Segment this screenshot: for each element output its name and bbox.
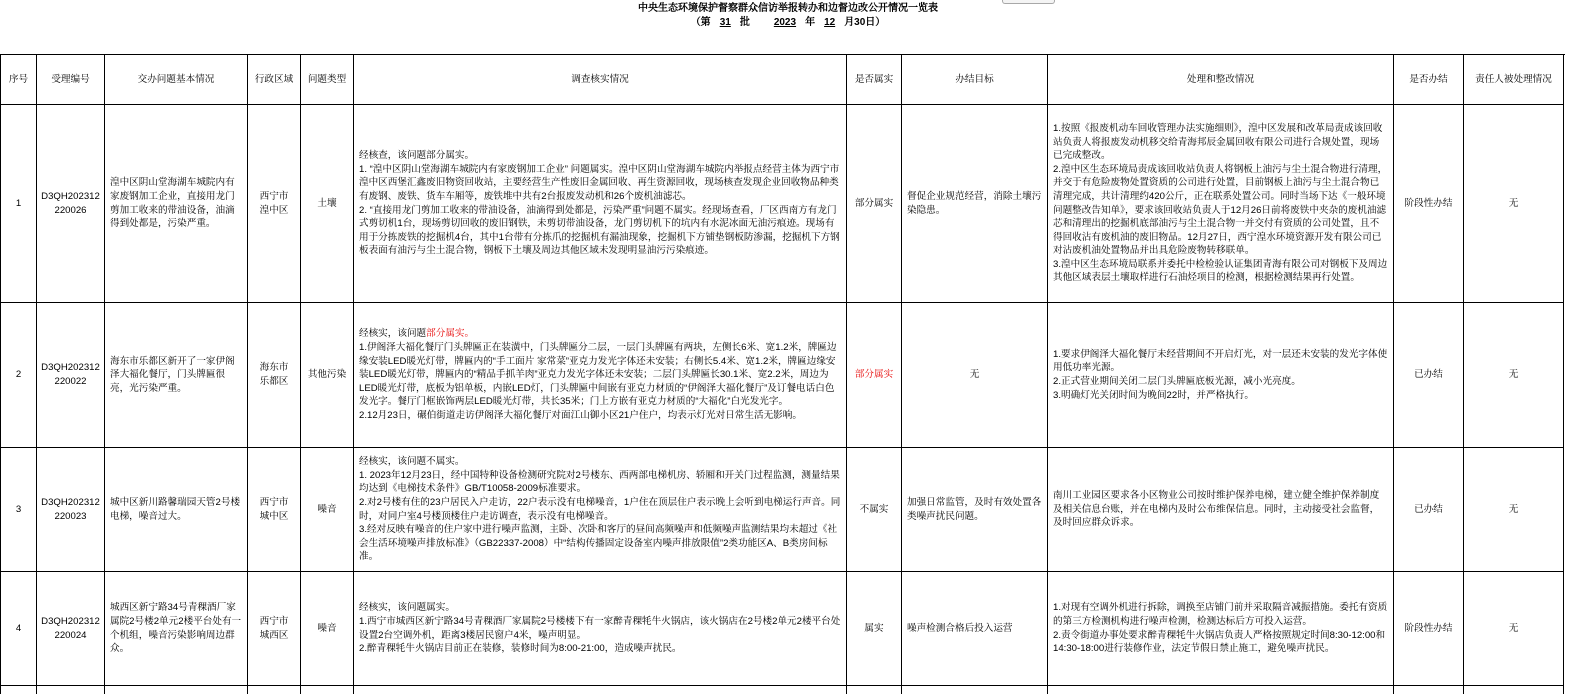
goal-cell: [902, 448, 1048, 572]
goal-cell: [902, 105, 1048, 303]
accountability-cell: [1464, 303, 1564, 448]
empty-cell: [1, 686, 37, 694]
closed-cell: [1394, 105, 1464, 303]
issue-cell: [105, 572, 248, 686]
header-label: 序号: [8, 73, 29, 85]
handling-point: 2.责令街道办事处要求醉青稞牦牛火锅店负责人严格按照规定时间8:30-12:00和14:30-18:00进行装修作业，法定节假日禁止施工，避免噪声扰民。: [1053, 629, 1386, 655]
region-cell: [248, 572, 301, 686]
investigation-point: 2.对2号楼有住的23户居民入户走访，22户表示没有电梯噪音，1户住在顶层住户表示晚上会听到电梯运行声音。同时，对同户室4号楼顶楼住户走访调查，表示没有电梯噪音。: [359, 496, 841, 522]
header-handling: [1048, 55, 1394, 105]
batch-number: 31: [719, 17, 731, 28]
investigation-verdict-line: [359, 601, 841, 615]
header-verified: [847, 55, 902, 105]
type-text: 噪音: [317, 622, 337, 634]
seq-number: 2: [15, 369, 22, 381]
table-row: [1, 303, 1565, 448]
header-seq: [1, 55, 37, 105]
handling-point: 南川工业园区要求各小区物业公司按时维护保养电梯，建立健全维护保养制度及相关信息台账，并在电梯内及时公布维保信息。同时，主动接受社会监督，及时回应群众诉求。: [1053, 490, 1380, 529]
empty-cell: [847, 686, 902, 694]
investigation-point: 2. “直接用龙门剪加工收来的带油设备，油滴得到处都是，污染严重”问题不属实。经现场查看，厂区西南方有龙门式剪切机1台，现场剪切回收的废旧钢铁，未剪切带油设备，龙门剪切机下的坑内有水泥冰面无油污痕迹。现场有用于分拣废铁的挖掘机4台，其中1台带有分拣爪的挖掘机有漏油现象，挖掘机下方铺垫钢板防渗漏，挖掘机下方钢板表面有油污与尘土混合物，钢板下土壤及周边其他区域未发现明显油污污染痕迹。: [359, 204, 840, 257]
year-unit: 年: [805, 17, 816, 28]
verdict-lead: 经核实，该问题: [359, 328, 427, 340]
accountability-cell: [1464, 105, 1564, 303]
subtitle-open: （第: [690, 17, 711, 28]
seq-cell: [1, 572, 37, 686]
verdict-lead: 经核实，该问题: [359, 602, 427, 614]
investigation-point: 1.伊阁泽大福化餐厅门头牌匾正在装潢中，门头牌匾分二层，一层门头牌匾有两块，左侧长6米、宽1.2米，牌匾边缘安装LED暖光灯带，牌匾内的“手工面片 家常菜”亚克力发光字体还未安装；右侧长5.4米、宽1.2米，牌匾边缘安装LED暖光灯带，牌匾内的“精品手抓羊肉”亚克力发光字体还未安装；二层门头牌匾长30.1米、宽2.2米，周边为LED暖光灯带，底板为铝单板，内嵌LED灯，门头牌匾中间嵌有亚克力材质的“伊阁泽大福化餐厅”及订餐电话白色发光字。餐厅门框嵌饰两层LED暖光灯带，共长35米；门上方嵌有亚克力材质的“大福化”白光发光字。: [359, 342, 837, 408]
accountability-text: 无: [1508, 503, 1519, 515]
verdict-highlight: 部分属实。: [426, 328, 475, 340]
type-text: 其他污染: [307, 369, 347, 381]
goal-cell: [902, 572, 1048, 686]
investigation-point: 1.西宁市城西区新宁路34号青稞酒厂家属院2号楼楼下有一家醉青稞牦牛火锅店，该火锅店在2号楼2单元2楼平台处设置2台空调外机，距离3楼居民窗户4米，噪声明显。: [359, 615, 841, 641]
empty-cell: [1048, 686, 1394, 694]
type-cell: [301, 303, 354, 448]
table-row: [1, 448, 1565, 572]
year-number: 2023: [773, 17, 797, 28]
investigation-point: 3.经对反映有噪音的住户家中进行噪声监测，主卧、次卧和客厅的昼间高频噪声和低频噪声监测结果均未超过《社会生活环境噪声排放标准》（GB22337-2008）中“结构传播固定设备室内噪声排放限值”2类功能区A、B类房间标准。: [359, 524, 838, 563]
investigation-cell: [354, 303, 847, 448]
header-region: [248, 55, 301, 105]
header-label: 问题类型: [307, 73, 347, 85]
header-closed: [1394, 55, 1464, 105]
accountability-cell: [1464, 448, 1564, 572]
table-row-partial: [1, 686, 1565, 694]
accountability-text: 无: [1508, 622, 1519, 634]
verified-text: 部分属实: [854, 369, 894, 381]
header-label: 办结目标: [955, 73, 994, 85]
case-id-cell: [37, 448, 105, 572]
investigation-cell: [354, 572, 847, 686]
region-cell: [248, 303, 301, 448]
goal-text: 督促企业规范经营，消除土壤污染隐患。: [907, 190, 1042, 216]
investigation-cell: [354, 448, 847, 572]
handling-point: 1.对现有空调外机进行拆除，调换至店铺门前并采取隔音减振措施。委托有资质的第三方检测机构进行噪声检测，检测达标后方可投入运营。: [1053, 602, 1388, 627]
verdict-lead: 经核查，该问题: [359, 150, 427, 162]
seq-cell: [1, 448, 37, 572]
seq-number: 1: [15, 197, 22, 209]
region-text: 西宁市城中区: [259, 496, 289, 522]
handling-cell: [1048, 105, 1394, 303]
issue-cell: [105, 448, 248, 572]
header-label: 交办问题基本情况: [137, 73, 215, 85]
empty-cell: [105, 686, 248, 694]
header-issue: [105, 55, 248, 105]
accountability-text: 无: [1508, 369, 1519, 381]
goal-text: 加强日常监管，及时有效处置各类噪声扰民问题。: [907, 496, 1042, 522]
empty-cell: [1394, 686, 1464, 694]
verified-cell: [847, 105, 902, 303]
header-label: 是否办结: [1409, 73, 1448, 85]
accountability-text: 无: [1508, 197, 1519, 209]
verified-cell: [847, 572, 902, 686]
closed-cell: [1394, 303, 1464, 448]
verified-text: 部分属实: [854, 197, 894, 209]
accountability-cell: [1464, 572, 1564, 686]
case-id: D3QH202312220026: [41, 190, 100, 216]
closed-text: 已办结: [1414, 503, 1443, 515]
header-investigation: [354, 55, 847, 105]
case-id: D3QH202312220022: [41, 362, 100, 387]
verdict-text: 不属实。: [426, 456, 465, 468]
region-cell: [248, 105, 301, 303]
month-number: 12: [824, 17, 836, 28]
issue-cell: [105, 303, 248, 448]
empty-cell: [1464, 686, 1564, 694]
empty-cell: [902, 686, 1048, 694]
case-id: D3QH202312220023: [41, 496, 100, 522]
handling-cell: [1048, 572, 1394, 686]
batch-unit: 批: [739, 17, 750, 28]
seq-number: 4: [15, 622, 22, 634]
subtitle-close: 月30日）: [844, 17, 886, 28]
case-id-cell: [37, 572, 105, 686]
goal-cell: [902, 303, 1048, 448]
verified-text: 属实: [864, 622, 884, 634]
issue-text: 城中区新川路馨瑞园天管2号楼电梯，噪音过大。: [110, 496, 241, 522]
page-subtitle: [0, 17, 1576, 29]
empty-cell: [354, 686, 847, 694]
handling-cell: [1048, 448, 1394, 572]
seq-cell: [1, 105, 37, 303]
handling-point: 3.明确灯光关闭时间为晚间22时，并严格执行。: [1053, 389, 1254, 401]
handling-point: 1.要求伊阁泽大福化餐厅未经营期间不开启灯光，对一层还未安装的发光字体使用低功率光源。: [1053, 348, 1388, 374]
table-row: [1, 105, 1565, 303]
issue-text: 海东市乐都区新开了一家伊阁泽大福化餐厅，门头牌匾很亮，光污染严重。: [110, 355, 235, 394]
header-case-id: [37, 55, 105, 105]
seq-cell: [1, 303, 37, 448]
handling-point: 2.正式营业期间关闭二层门头牌匾底板光源，减小光亮度。: [1053, 376, 1301, 387]
empty-cell: [301, 686, 354, 694]
goal-text: 噪声检测合格后投入运营: [907, 622, 1013, 634]
issue-text: 湟中区阴山堂海湖车城院内有家废钢加工企业，直接用龙门剪加工收来的带油设备，油滴得到处都是，污染严重。: [110, 177, 235, 230]
handling-point: 1.按照《报废机动车回收管理办法实施细则》，湟中区发展和改革局责成该回收站负责人将报废发动机移交给青海邦辰金属回收有限公司进行合规处置，现场已完成整改。: [1053, 122, 1383, 162]
empty-cell: [248, 686, 301, 694]
type-cell: [301, 448, 354, 572]
investigation-point: 2.12月23日，碾伯街道走访伊阁泽大福化餐厅对面江山御小区21户住户，均表示灯光对日常生活无影响。: [359, 409, 802, 421]
type-cell: [301, 105, 354, 303]
investigation-verdict-line: [359, 149, 841, 163]
header-label: 是否属实: [854, 73, 894, 85]
issue-cell: [105, 105, 248, 303]
handling-point: 2.湟中区生态环境局责成该回收站负责人将钢板上油污与尘土混合物进行清理，并交于有危险废物处置资质的公司进行处置，目前钢板上油污与尘土混合物已清理完成，共计清理约420公斤，正在联系处置公司。同时当场下达《一般环境问题整改告知单》，要求该回收站负责人于12月26日前将废铁中夹杂的废机油滤芯和清理出的挖掘机底部油污与尘土混合物一并交付有资质的公司处置，且不得回收沾有废机油的废旧物品。12月27日，西宁湟水环境资源开发有限公司已对沾废机油处置物品并出具危险废物转移联单。: [1053, 163, 1388, 257]
goal-text: 无: [969, 369, 980, 381]
case-id-cell: [37, 105, 105, 303]
investigation-verdict-line: [359, 327, 841, 341]
table-header-row: [1, 55, 1565, 105]
closed-text: 已办结: [1414, 369, 1443, 381]
closed-text: 阶段性办结: [1404, 622, 1453, 634]
verdict-text: 属实。: [426, 602, 455, 614]
region-text: 西宁市湟中区: [259, 190, 289, 216]
table-row: [1, 572, 1565, 686]
page-title: 中央生态环境保护督察群众信访举报转办和边督边改公开情况一览表: [638, 3, 938, 14]
handling-point: 3.湟中区生态环境局联系并委托中检检验认证集团青海有限公司对钢板下及周边其他区域表层土壤取样进行石油烃项目的检测，根据检测结果再行处置。: [1053, 258, 1388, 284]
case-id-cell: [37, 303, 105, 448]
header-accountability: [1464, 55, 1564, 105]
verdict-text: 部分属实。: [426, 150, 475, 162]
disclosure-table: [0, 54, 1565, 694]
header-label: 责任人被处理情况: [1475, 73, 1552, 85]
verified-cell: [847, 303, 902, 448]
investigation-point: 2.醉青稞牦牛火锅店目前正在装修，装修时间为8:00-21:00，造成噪声扰民。: [359, 643, 682, 655]
closed-cell: [1394, 572, 1464, 686]
empty-cell: [37, 686, 105, 694]
header-label: 调查核实情况: [571, 73, 629, 85]
verdict-lead: 经核实，该问题: [359, 456, 427, 468]
header-label: 处理和整改情况: [1186, 73, 1255, 85]
verified-cell: [847, 448, 902, 572]
issue-text: 城西区新宁路34号青稞酒厂家属院2号楼2单元2楼平台处有一个机组，噪音污染影响周边群众。: [110, 602, 242, 655]
header-label: 受理编号: [51, 73, 90, 85]
type-text: 噪音: [317, 503, 337, 515]
type-cell: [301, 572, 354, 686]
investigation-verdict-line: [359, 455, 841, 469]
region-text: 海东市乐都区: [259, 362, 289, 387]
investigation-point: 1. “湟中区阴山堂海湖车城院内有家废钢加工企业” 问题属实。湟中区阴山堂海湖车城院内举报点经营主体为西宁市湟中区西堡汇鑫废旧物资回收站，主要经营生产性废旧金属回收、再生资源回收，现场核查发现企业回收物品种类有废钢、废铁、货车车厢等，废铁堆中共有2台报废发动机和26个废机油滤芯。: [359, 163, 840, 202]
handling-cell: [1048, 303, 1394, 448]
case-id: D3QH202312220024: [41, 615, 100, 641]
closed-cell: [1394, 448, 1464, 572]
header-type: [301, 55, 354, 105]
seq-number: 3: [15, 503, 22, 515]
closed-text: 阶段性办结: [1404, 197, 1453, 209]
header-label: 行政区域: [254, 73, 294, 85]
verified-text: 不属实: [859, 503, 889, 515]
type-text: 土壤: [317, 197, 337, 209]
region-text: 西宁市城西区: [259, 615, 289, 641]
investigation-cell: [354, 105, 847, 303]
header-goal: [902, 55, 1048, 105]
region-cell: [248, 448, 301, 572]
investigation-point: 1. 2023年12月23日，经中国特种设备检测研究院对2号楼东、西两部电梯机房、轿厢和开关门过程监测，测量结果均达到《电梯技术条件》GB/T10058-2009标准要求。: [359, 469, 840, 495]
